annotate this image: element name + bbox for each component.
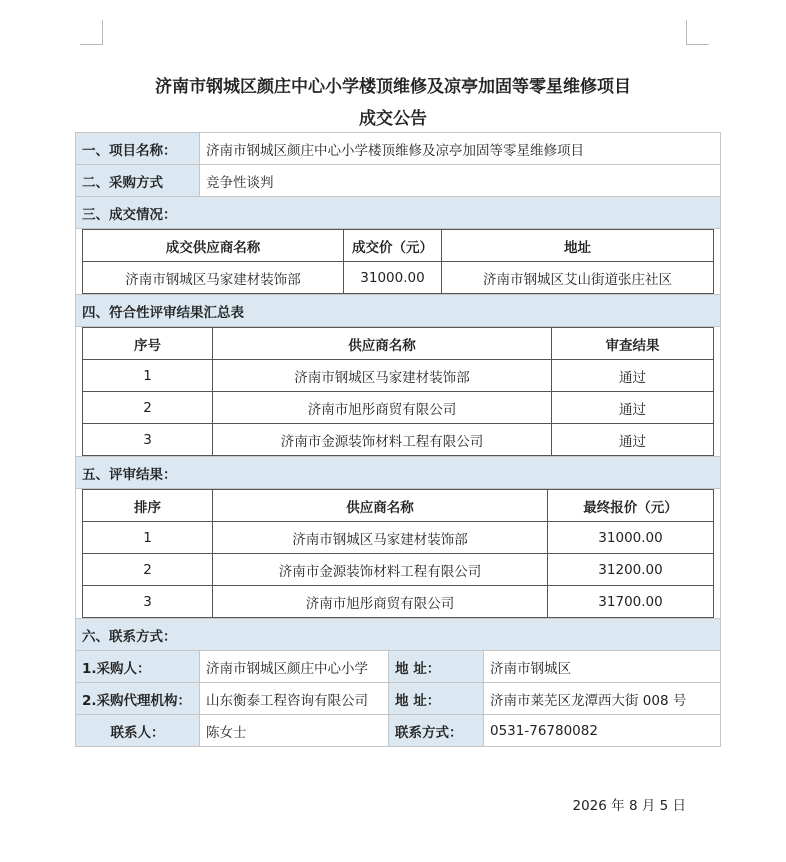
evaluation-rank: 1	[83, 522, 213, 554]
project-name-label: 一、项目名称：	[76, 133, 200, 165]
evaluation-header-rank: 排序	[83, 490, 213, 522]
procurement-method-value: 竞争性谈判	[200, 165, 721, 197]
purchaser-label: 1.采购人：	[76, 651, 200, 683]
compliance-result: 通过	[552, 392, 714, 424]
project-row	[76, 133, 721, 165]
deal-header-supplier: 成交供应商名称	[83, 230, 344, 262]
compliance-no: 1	[83, 360, 213, 392]
procurement-method-label: 二、采购方式	[76, 165, 200, 197]
evaluation-section-header	[76, 457, 721, 489]
contact-phone-value: 0531-76780082	[484, 715, 721, 747]
agency-address-label: 地 址：	[389, 683, 484, 715]
compliance-supplier: 济南市金源装饰材料工程有限公司	[213, 424, 552, 456]
agency-value: 山东衡泰工程咨询有限公司	[200, 683, 389, 715]
evaluation-header-supplier: 供应商名称	[213, 490, 548, 522]
deal-section-label: 三、成交情况：	[76, 197, 721, 229]
deal-header-price: 成交价（元）	[344, 230, 442, 262]
evaluation-price: 31000.00	[548, 522, 714, 554]
evaluation-table	[82, 489, 714, 618]
crop-mark-top-right	[686, 20, 709, 45]
evaluation-table-row	[76, 489, 721, 619]
evaluation-price: 31200.00	[548, 554, 714, 586]
purchaser-address-value: 济南市钢城区	[484, 651, 721, 683]
evaluation-supplier: 济南市金源装饰材料工程有限公司	[213, 554, 548, 586]
evaluation-supplier: 济南市钢城区马家建材装饰部	[213, 522, 548, 554]
deal-address: 济南市钢城区艾山街道张庄社区	[442, 262, 714, 294]
contact-section-header	[76, 619, 721, 651]
compliance-no: 3	[83, 424, 213, 456]
deal-header-address: 地址	[442, 230, 714, 262]
purchaser-row	[76, 651, 721, 683]
agency-address-value: 济南市莱芜区龙潭西大街 008 号	[484, 683, 721, 715]
agency-label: 2.采购代理机构：	[76, 683, 200, 715]
compliance-result: 通过	[552, 360, 714, 392]
compliance-header-no: 序号	[83, 328, 213, 360]
table-row	[83, 554, 714, 586]
compliance-supplier: 济南市钢城区马家建材装饰部	[213, 360, 552, 392]
project-name-value: 济南市钢城区颜庄中心小学楼顶维修及凉亭加固等零星维修项目	[200, 133, 721, 165]
crop-mark-top-left	[80, 20, 103, 45]
table-row	[83, 392, 714, 424]
contact-section-label: 六、联系方式：	[76, 619, 721, 651]
doc-title: 济南市钢城区颜庄中心小学楼顶维修及凉亭加固等零星维修项目	[155, 77, 631, 97]
evaluation-rank: 3	[83, 586, 213, 618]
evaluation-rank: 2	[83, 554, 213, 586]
table-row	[83, 424, 714, 456]
deal-table-row	[76, 229, 721, 295]
compliance-result: 通过	[552, 424, 714, 456]
table-row	[83, 360, 714, 392]
table-row	[83, 586, 714, 618]
deal-supplier: 济南市钢城区马家建材装饰部	[83, 262, 344, 294]
compliance-table	[82, 327, 714, 456]
table-row	[83, 522, 714, 554]
agency-row	[76, 683, 721, 715]
purchaser-value: 济南市钢城区颜庄中心小学	[200, 651, 389, 683]
contact-phone-label: 联系方式：	[389, 715, 484, 747]
compliance-section-header	[76, 295, 721, 327]
purchaser-address-label: 地 址：	[389, 651, 484, 683]
contact-person-row	[76, 715, 721, 747]
contact-person-value: 陈女士	[200, 715, 389, 747]
announcement-date: 2026 年 8 月 5 日	[572, 798, 686, 814]
evaluation-header-price: 最终报价（元）	[548, 490, 714, 522]
deal-table	[82, 229, 714, 294]
evaluation-supplier: 济南市旭彤商贸有限公司	[213, 586, 548, 618]
deal-price: 31000.00	[344, 262, 442, 294]
compliance-supplier: 济南市旭彤商贸有限公司	[213, 392, 552, 424]
compliance-table-row	[76, 327, 721, 457]
compliance-section-label: 四、符合性评审结果汇总表	[76, 295, 721, 327]
procurement-row	[76, 165, 721, 197]
evaluation-price: 31700.00	[548, 586, 714, 618]
contact-person-label: 联系人：	[76, 715, 200, 747]
compliance-header-supplier: 供应商名称	[213, 328, 552, 360]
table-row	[83, 262, 714, 294]
deal-section-header	[76, 197, 721, 229]
announcement-table	[75, 132, 721, 747]
compliance-header-result: 审查结果	[552, 328, 714, 360]
evaluation-section-label: 五、评审结果：	[76, 457, 721, 489]
compliance-no: 2	[83, 392, 213, 424]
doc-subtitle: 成交公告	[359, 109, 427, 129]
